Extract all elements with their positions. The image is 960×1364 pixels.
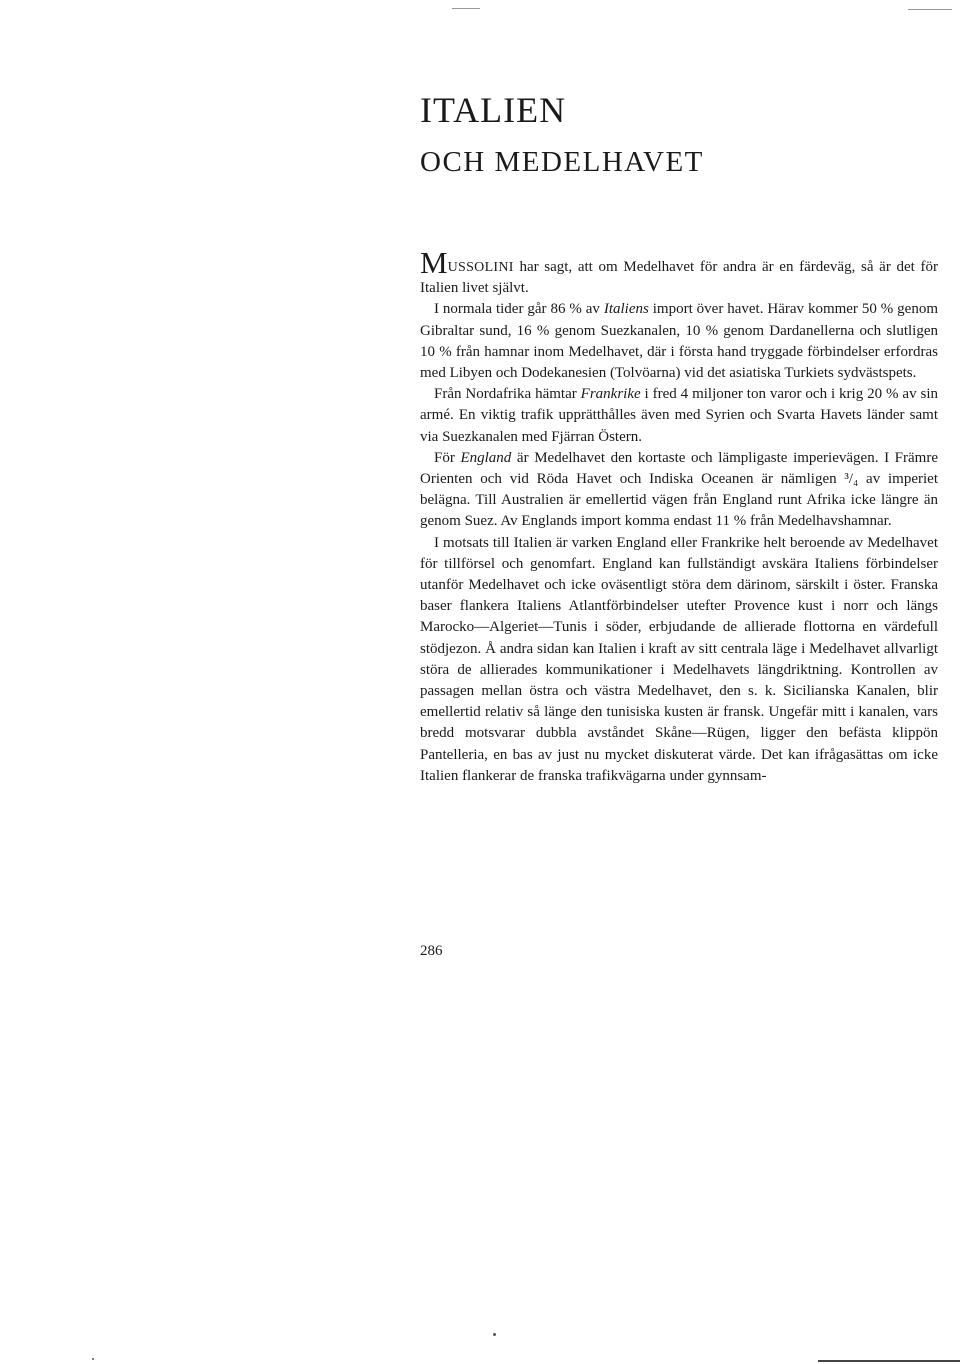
text-run: I motsats till Italien är varken England eller Frankrike helt beroende av Medelhavet för tillförsel och genomfart. England kan fullständigt avskära Italiens förbindelser utanför Medelhavet och icke oväsentligt störa dem därinom, särskilt i öster. Franska baser flankera Italiens Atlantförbindelser utefter Provence kust i norr och längs Marocko—Algeriet—Tunis i söder, erbjudande de allierade flottorna en värdefull stödjezon. Å andra sidan kan Italien i kraft av sitt centrala läge i Medelhavet allvarligt störa de allierades kommunikationer i Medelhavets längdriktning. Kontrollen av passagen mellan östra och västra Medelhavet, den s. k. Sicilianska Kanalen, blir emellertid relativ så länge den tunisiska kusten är fransk. Ungefär mitt i kanalen, vars bredd motsvarar dubbla avståndet Skåne—Rügen, ligger den befästa klippön Pantelleria, en bas av just nu mycket diskuterat värde. Det kan ifrågasättas om icke Italien flankerar de franska trafikvägarna under gynnsam- xyxy=(420,534,938,784)
paragraph-4 xyxy=(420,448,938,533)
bottom-right-scan-mark xyxy=(818,1360,960,1362)
italic-term: Frankrike xyxy=(580,386,641,403)
text-run: i fred 4 miljoner ton varor och i krig 20 % av sin armé. En viktig trafik upprätthålles även med Syrien och Svarta Havets länder samt via Suezkanalen med Fjärran Östern. xyxy=(420,386,938,445)
body-text xyxy=(420,247,938,787)
top-scan-mark xyxy=(452,8,480,9)
text-run: import över havet. Härav kommer 50 % genom Gibraltar sund, 16 % genom Suezkanalen, 10 % genom Dardanellerna och slutligen 10 % från hamnar inom Medelhavet, där i första hand tryggade förbindelser erfordras med Libyen och Dodekanesien (Tolvöarna) vid det asiatiska Turkiets sydvästspets. xyxy=(420,301,938,382)
paragraph-1-text: har sagt, att om Medelhavet för andra är en färdeväg, så är det för Italien livet självt. xyxy=(420,259,938,297)
smallcaps-name: USSOLINI xyxy=(447,260,514,275)
text-run: är Medelhavet den kortaste och lämpligaste imperievägen. I Främre Orienten och vid Röda Havet och Indiska Oceanen är nämligen ³/₄ av imperiet belägna. Till Australien är emellertid vägen från England runt Afrika icke längre än genom Suez. Av Englands import komma endast 11 % från Medelhavshamnar. xyxy=(420,449,939,530)
drop-cap: M xyxy=(420,245,448,280)
paragraph-1 xyxy=(420,247,938,299)
paragraph-3 xyxy=(420,384,938,448)
italic-term: Italiens xyxy=(603,301,649,318)
text-run: I normala tider går 86 % av xyxy=(434,301,604,318)
scan-speck-2 xyxy=(92,1358,94,1360)
page-number: 286 xyxy=(420,943,443,959)
chapter-title: ITALIEN xyxy=(420,90,567,130)
text-run: För xyxy=(434,449,461,466)
text-run: Från Nordafrika hämtar xyxy=(434,386,581,403)
paragraph-2 xyxy=(420,299,938,384)
chapter-subtitle: OCH MEDELHAVET xyxy=(420,146,704,178)
top-right-scan-mark xyxy=(908,9,952,10)
scan-speck xyxy=(493,1333,496,1336)
italic-term: England xyxy=(460,449,512,466)
paragraph-5 xyxy=(420,533,938,787)
